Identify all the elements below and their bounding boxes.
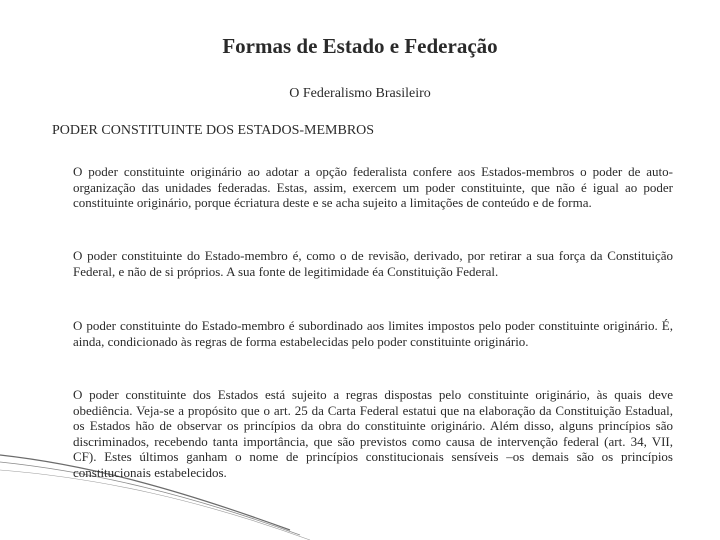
slide-subtitle: O Federalismo Brasileiro <box>289 86 431 101</box>
paragraph-subordinado: O poder constituinte do Estado-membro é subordinado aos limites impostos pelo poder constituinte originário. É, ainda, condicionado às regras de forma estabelecidas pelo poder constituinte originário. <box>73 318 673 349</box>
paragraph-regras: O poder constituinte dos Estados está sujeito a regras dispostas pelo constituinte originário, às quais deve obediência. Veja-se a propósito que o art. 25 da Carta Federal estatui que na elaboração da Constituição Estadual, os Estados hão de observar os princípios da obra do constituinte originário. Além disso, alguns princípios são discriminados, recebendo tanta importância, que são previstos como causa de intervenção federal (art. 34, VII, CF). Estes últimos ganham o nome de princípios constitucionais sensíveis –os demais são os princípios constitucionais estabelecidos. <box>73 387 673 480</box>
paragraph-derivado: O poder constituinte do Estado-membro é, como o de revisão, derivado, por retirar a sua força da Constituição Federal, e não de si próprios. A sua fonte de legitimidade éa Constituição Federal. <box>73 248 673 279</box>
slide-title: Formas de Estado e Federação <box>222 34 498 58</box>
section-heading: PODER CONSTITUINTE DOS ESTADOS-MEMBROS <box>52 123 375 138</box>
paragraph-originario: O poder constituinte originário ao adotar a opção federalista confere aos Estados-membros o poder de auto-organização das unidades federadas. Estas, assim, exercem um poder constituinte, que não é igual ao poder constituinte originário, porque écriatura deste e se acha sujeito a limitações de conteúdo e de forma. <box>73 164 673 210</box>
